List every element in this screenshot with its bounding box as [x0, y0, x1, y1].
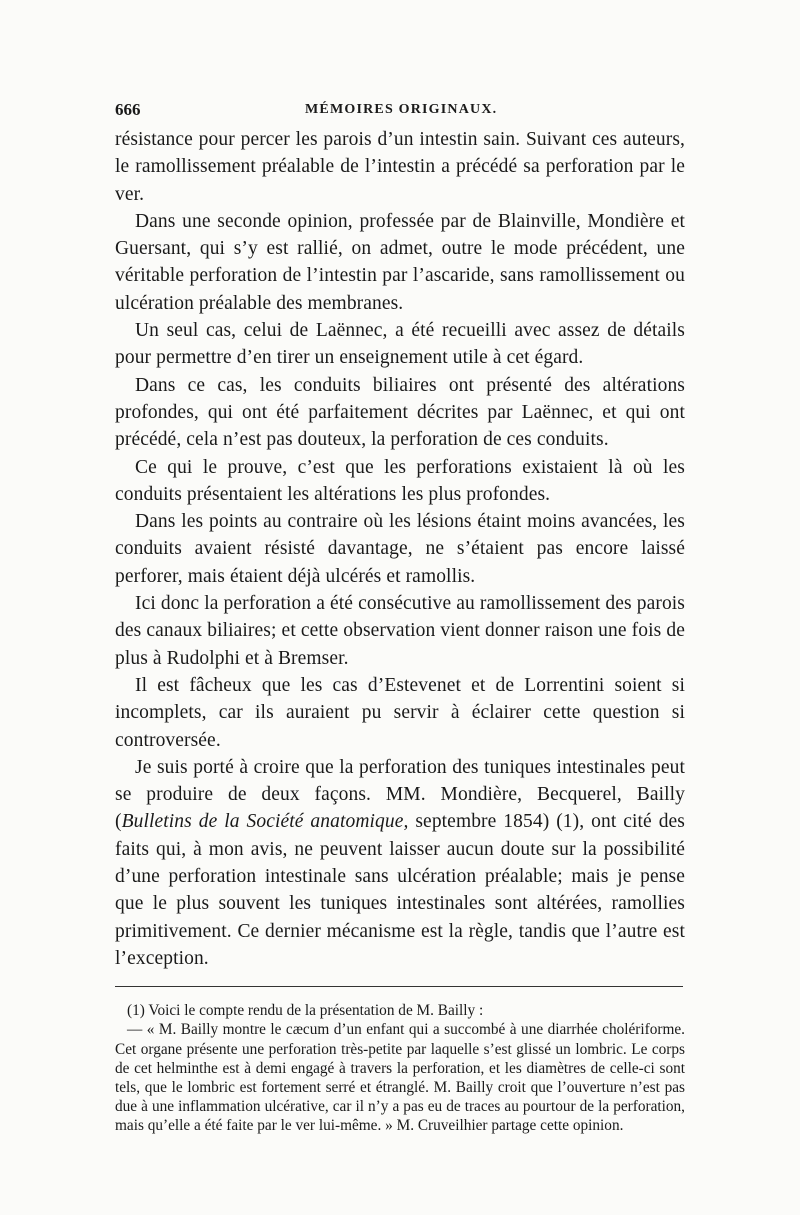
footnote-divider	[115, 986, 683, 987]
paragraph-text: Je suis porté à croire que la perforation des tuniques intestinales peut se produire de deux façons. MM. Mondière, Becquerel, Bailly (	[115, 756, 685, 833]
running-title: MÉMOIRES ORIGINAUX.	[305, 102, 498, 117]
paragraph: résistance pour percer les parois d’un intestin sain. Suivant ces auteurs, le ramollissement préalable de l’intestin a précédé sa perforation par le ver.	[115, 129, 685, 205]
footnote-heading: (1) Voici le compte rendu de la présentation de M. Bailly :	[127, 1002, 484, 1020]
footnote-body: — « M. Bailly montre le cæcum d’un enfant qui a succombé à une diarrhée cholériforme. Cet organe présente une perforation très-petite par laquelle s’est glissé un lombric. Le corps de cet helminthe est à demi engagé à travers la perforation, et les diamètres de celle-ci sont tels, que le lombric est fortement serré et étranglé. M. Bailly croit que l’ouverture n’est pas due à une inflammation ulcérative, car il n’y a pas eu de traces au pourtour de la perforation, mais qu’elle a été faite par le ver lui-même. » M. Cruveilhier partage cette opinion.	[115, 1021, 685, 1135]
journal-citation: Bulletins de la Société anatomique,	[121, 811, 409, 833]
document-page	[115, 100, 685, 1136]
paragraph: Dans ce cas, les conduits biliaires ont présenté des altérations profondes, qui ont été parfaitement décrites par Laënnec, et qui ont précédé, cela n’est pas douteux, la perforation de ces conduits.	[115, 374, 685, 451]
paragraph: Dans une seconde opinion, professée par de Blainville, Mondière et Guersant, qui s’y est rallié, on admet, outre le mode précédent, une véritable perforation de l’intestin par l’ascaride, sans ramollissement ou ulcération préalable des membranes.	[115, 210, 685, 314]
paragraph	[115, 754, 685, 972]
paragraph: Ici donc la perforation a été consécutive au ramollissement des parois des canaux biliaires; et cette observation vient donner raison une fois de plus à Rudolphi et à Bremser.	[115, 593, 685, 669]
paragraph: Ce qui le prouve, c’est que les perforations existaient là où les conduits présentaient les altérations les plus profondes.	[115, 456, 685, 505]
paragraph-text: septembre 1854) (1), ont cité des faits qui, à mon avis, ne peuvent laisser aucun doute sur la possibilité d’une perforation intestinale sans ulcération préalable; mais je pense que le plus souvent les tuniques intestinales sont altérées, ramollies primitivement. Ce dernier mécanisme est la règle, tandis que l’autre est l’exception.	[115, 811, 685, 969]
body-text	[115, 126, 685, 972]
paragraph: Il est fâcheux que les cas d’Estevenet et de Lorrentini soient si incomplets, car ils auraient pu servir à éclairer cette question si controversée.	[115, 674, 685, 751]
page-header	[115, 100, 685, 126]
page-number: 666	[115, 100, 141, 119]
footnotes	[115, 1001, 685, 1135]
paragraph: Un seul cas, celui de Laënnec, a été recueilli avec assez de détails pour permettre d’en tirer un enseignement utile à cet égard.	[115, 320, 685, 369]
paragraph: Dans les points au contraire où les lésions étaint moins avancées, les conduits avaient résisté davantage, ne s’étaient pas encore laissé perforer, mais étaient déjà ulcérés et ramollis.	[115, 511, 685, 587]
